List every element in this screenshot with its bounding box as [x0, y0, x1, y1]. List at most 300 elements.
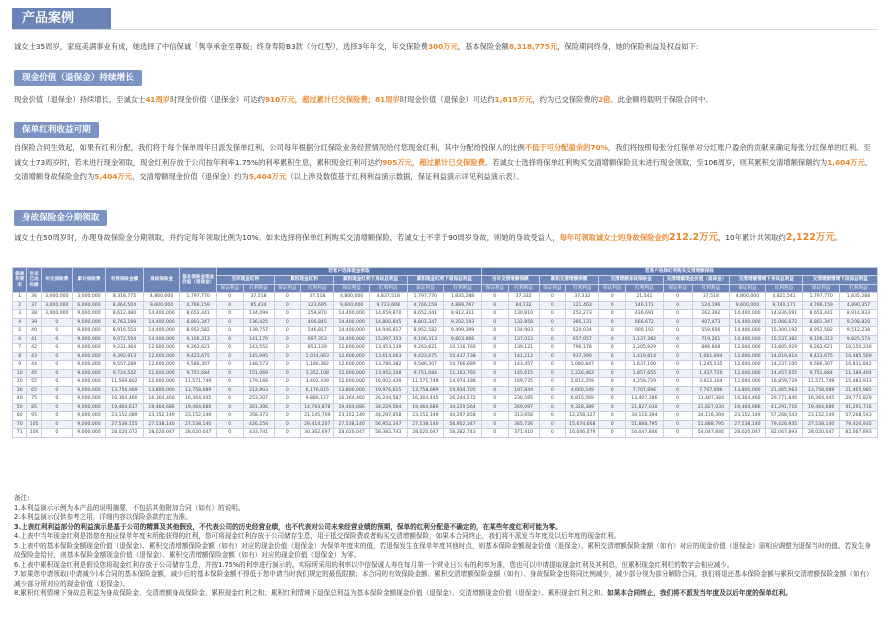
table-cell: 9,751,684	[180, 369, 217, 378]
text: ，交清增额身故保险金约为	[14, 157, 873, 181]
table-cell: 9,208,820	[839, 318, 877, 327]
highlight: 每年可领取诚女士的身故保险金约	[559, 233, 670, 242]
table-cell: 58,382,743	[444, 429, 482, 438]
table-cell: 16,364,460	[730, 395, 765, 404]
table-cell: 9,751,684	[407, 369, 444, 378]
table-cell: 0	[539, 301, 566, 310]
table-cell: 57,268,543	[765, 412, 803, 421]
table-cell: 9,880,127	[301, 395, 334, 404]
table-cell: 0	[41, 327, 72, 336]
table-cell: 13,800,000	[334, 386, 369, 395]
table-cell: 12,600,000	[334, 352, 369, 361]
table-cell: 4,660,549	[566, 386, 599, 395]
table-cell: 9,106,313	[803, 335, 840, 344]
th-leaf: 保证利益	[803, 284, 840, 292]
th-leaf: 保证利益	[274, 284, 301, 292]
table-cell: 0	[274, 335, 301, 344]
table-cell: 0	[274, 327, 301, 336]
table-cell: 0	[663, 361, 692, 370]
table-cell: 169,735	[508, 378, 539, 387]
table-cell: 433,741	[243, 429, 274, 438]
table-cell: 0	[274, 293, 301, 302]
intro-text-mid: ，基本保险金额	[457, 42, 509, 51]
table-cell: 0	[539, 386, 566, 395]
table-cell: 58,382,743	[369, 429, 407, 438]
table-cell: 45	[27, 369, 41, 378]
table-cell: 0	[274, 310, 301, 319]
highlight: 41周岁	[145, 95, 171, 104]
dividend-paragraph	[14, 141, 876, 185]
table-cell: 12,600,000	[730, 344, 765, 353]
table-cell: 21,827,030	[626, 403, 664, 412]
table-cell: 0	[216, 378, 243, 387]
table-cell: 4,890,357	[839, 301, 877, 310]
table-cell: 9,000,000	[72, 403, 105, 412]
th-age: 年末已达年龄	[27, 268, 41, 293]
table-cell: 79,426,935	[839, 420, 877, 429]
intro-paragraph	[14, 40, 876, 55]
table-cell: 0	[481, 395, 508, 404]
table-cell: 0	[481, 386, 508, 395]
note-text-bold: 如果本合同终止，我们将不派发当年度及以后年度的保单红利。	[607, 589, 792, 597]
table-cell: 8,914,833	[839, 310, 877, 319]
table-cell: 9,825,574	[839, 335, 877, 344]
table-cell: 385,131	[566, 318, 599, 327]
table-cell: 0	[599, 412, 626, 421]
table-cell: 0	[599, 344, 626, 353]
table-cell: 10,831,842	[839, 361, 877, 370]
table-cell: 10	[13, 369, 27, 378]
table-cell: 60	[13, 412, 27, 421]
th-leaf: 红利利益	[626, 284, 664, 292]
table-cell: 9,803,666	[444, 335, 482, 344]
table-cell: 19,464,686	[143, 403, 180, 412]
table-cell: 28,020,047	[730, 429, 765, 438]
table-cell: 0	[599, 386, 626, 395]
th-leaf: 红利利益	[243, 284, 274, 292]
highlight: 2,122万元	[785, 232, 835, 243]
table-cell: 0	[41, 429, 72, 438]
table-cell: 0	[216, 327, 243, 336]
table-cell: 9,231,364	[106, 344, 144, 353]
table-cell: 0	[41, 318, 72, 327]
table-cell: 39	[27, 318, 41, 327]
table-cell: 520,034	[566, 327, 599, 336]
note-line: 5.上表中的基本保险金额现金价值（退保金）、累积交清增额保险金额（如有）对应的现金价值（退保金）为保单年度末的值，若退保发生在保单年度其他时点，则基本保险金额现金价值（退保金）、累积交清增额保险金额（如有）对应的现金价值（退保金）需相应调整为退保当时的值。若发生身故保险金给付，则基本保险金额现金价值（退保金）、累积交清增额保险金额（如有）对应的现金价值（退保金）为零。	[14, 541, 871, 559]
th-leaf: 红利利益	[839, 284, 877, 292]
table-cell: 886,608	[692, 344, 730, 353]
table-cell: 0	[663, 335, 692, 344]
notes	[14, 494, 876, 599]
table-cell: 0	[599, 420, 626, 429]
text: ，我们将按照每张分红保单对分红账户盈余的贡献来确定每张分红保单的红利。至诚女士73周岁时，若未进行现金领取，现金红利存放于公司按年利率1.75%的利率累积生息，累积现金红利可达约	[14, 143, 871, 167]
table-cell: 0	[274, 361, 301, 370]
table-cell: 14,400,000	[143, 335, 180, 344]
note-line: 备注:	[14, 494, 30, 502]
table-cell: 106	[27, 429, 41, 438]
intro-text-end: ，保险期间终身，她的保险利益及权益如下:	[557, 42, 699, 51]
table-cell: 16,364,445	[803, 395, 840, 404]
table-cell: 28,020,072	[106, 429, 144, 438]
table-cell: 8,952,582	[803, 327, 840, 336]
table-cell: 0	[481, 301, 508, 310]
table-cell: 19,464,686	[803, 403, 840, 412]
table-cell: 1,797,770	[803, 293, 840, 302]
highlight: 5,404万元	[248, 172, 287, 181]
table-cell: 12,600,000	[730, 369, 765, 378]
table-cell: 9,000,000	[72, 395, 105, 404]
cash-value-badge: 现金价值（退保金）持续增长	[14, 70, 142, 86]
table-cell: 9,600,000	[334, 301, 369, 310]
table-cell: 9,000,000	[72, 335, 105, 344]
table-cell: 0	[216, 429, 243, 438]
table-cell: 9,586,307	[803, 361, 840, 370]
table-cell: 0	[599, 293, 626, 302]
table-cell: 19,464,617	[106, 403, 144, 412]
table-row	[13, 344, 878, 353]
table-cell: 14,659,870	[369, 310, 407, 319]
note-text: 8.累积红利情境下身故总利益为身故保险金、交清增额身故保险金、累积现金红利之和；累积红利情境下退保总利益为基本保险金额现金价值（退保金）、交清增额现金价值（退保金）、累积现金红利之和。	[14, 589, 608, 597]
table-cell: 0	[539, 335, 566, 344]
table-cell: 0	[663, 369, 692, 378]
table-cell: 19,464,686	[730, 403, 765, 412]
table-cell: 12,600,000	[730, 352, 765, 361]
table-cell: 27,538,140	[143, 420, 180, 429]
note-line: 7.如果您申请领取(申请减少)本合同的基本保险金额，减少后的基本保险金额不得低于您申请当时我们规定的最低限额；本合同的有效保险金额、累积交清增额保险金额（如有）、身故保险金也将同比例减少，减少部分视为部分解除合同，我们将退还基本保险金额与累积交清增额保险金额（如有）减少部分所对应的现金价值（退保金）。	[14, 570, 873, 588]
table-cell: 30	[13, 386, 27, 395]
table-cell: 1,797,770	[407, 293, 444, 302]
th-sub: 当年现金红利	[216, 276, 274, 284]
table-cell: 134,099	[243, 310, 274, 319]
table-cell: 141,212	[508, 352, 539, 361]
table-cell: 0	[539, 369, 566, 378]
table-cell: 15,066,672	[765, 318, 803, 327]
table-cell: 259,870	[301, 310, 334, 319]
table-cell: 0	[41, 412, 72, 421]
table-cell: 9,000,000	[72, 386, 105, 395]
text: 诚女士在50周岁时，办理身故保险金分期领取，并约定每年领取比例为10%。如未选择将保单红利购买交清增额保险，若诚女士不幸于90周岁身故，则她的身故受益人，	[14, 233, 560, 242]
table-cell: 0	[481, 429, 508, 438]
table-cell: 14,400,000	[730, 318, 765, 327]
table-cell: 8,652,441	[803, 310, 840, 319]
table-cell: 16,859,729	[765, 378, 803, 387]
table-cell: 15,097,353	[369, 335, 407, 344]
table-cell: 0	[599, 395, 626, 404]
table-cell: 13,800,000	[730, 386, 765, 395]
table-cell: 14,457,655	[765, 369, 803, 378]
th-death-benefit: 身故保险金	[143, 268, 180, 293]
table-cell: 12,600,000	[143, 352, 180, 361]
table-cell: 0	[599, 301, 626, 310]
table-cell: 9,000,000	[72, 412, 105, 421]
th-leaf: 红利利益	[765, 284, 803, 292]
highlight: 1,604万元	[827, 157, 865, 167]
th-leaf: 红利利益	[692, 284, 730, 292]
table-cell: 8,652,441	[180, 310, 217, 319]
table-cell: 0	[539, 378, 566, 387]
table-cell: 9,202,193	[444, 318, 482, 327]
th-leaf: 保证利益	[407, 284, 444, 292]
table-cell: 71	[13, 429, 27, 438]
table-cell: 11,571,749	[803, 378, 840, 387]
table-cell: 12,600,000	[730, 378, 765, 387]
table-cell: 0	[663, 420, 692, 429]
table-cell: 13,952,108	[369, 369, 407, 378]
table-cell: 1	[13, 293, 27, 302]
table-cell: 0	[274, 386, 301, 395]
table-cell: 12,258,327	[566, 412, 599, 421]
table-cell: 143,457	[508, 361, 539, 370]
table-row	[13, 412, 878, 421]
highlight: 910万元	[264, 95, 295, 104]
table-cell: 8	[13, 352, 27, 361]
table-cell: 0	[274, 420, 301, 429]
table-cell: 9,600,000	[143, 301, 180, 310]
table-cell: 0	[274, 318, 301, 327]
table-cell: 253,307	[243, 395, 274, 404]
table-cell: 0	[663, 403, 692, 412]
table-cell: 19,934,705	[444, 386, 482, 395]
table-cell: 27,538,140	[803, 420, 840, 429]
table-cell: 0	[663, 344, 692, 353]
text: 时现金价值（退保金）可达约	[399, 95, 495, 104]
table-cell: 37,518	[243, 293, 274, 302]
table-cell: 0	[599, 352, 626, 361]
table-cell: 40	[13, 395, 27, 404]
table-cell: 57,268,543	[839, 412, 877, 421]
table-cell: 13,758,089	[407, 386, 444, 395]
table-cell: 50	[13, 403, 27, 412]
table-cell: 13,800,000	[143, 386, 180, 395]
table-cell: 559,656	[692, 327, 730, 336]
table-cell: 407,473	[692, 318, 730, 327]
premium-value: 300万元	[427, 42, 458, 51]
table-cell: 14,946,817	[369, 327, 407, 336]
table-cell: 51,888,795	[692, 420, 730, 429]
table-cell: 3,912,164	[692, 378, 730, 387]
table-cell: 937,390	[566, 352, 599, 361]
text: （以上涉及数值基于红利利益演示数据，保证利益演示详见利益演示表）。	[286, 172, 524, 181]
table-cell: 0	[216, 293, 243, 302]
table-cell: 134,903	[508, 327, 539, 336]
table-cell: 0	[274, 369, 301, 378]
table-cell: 4,259,729	[626, 378, 664, 387]
table-cell: 15,300,192	[765, 327, 803, 336]
title-divider	[12, 29, 878, 30]
table-cell: 0	[481, 378, 508, 387]
table-cell: 15,674,668	[566, 420, 599, 429]
table-cell: 0	[216, 318, 243, 327]
table-cell: 8,763,199	[106, 318, 144, 327]
table-cell: 0	[663, 378, 692, 387]
table-cell: 0	[539, 361, 566, 370]
intro-text: 诚女士35周岁，家庭美满事业有成，她选择了中信保诚「隽享承金至尊版」终身寿险B3款（分红型），选择3年年交，年交保险费	[14, 42, 428, 51]
table-cell: 9,000,000	[72, 318, 105, 327]
table-cell: 13,805,929	[765, 344, 803, 353]
table-row	[13, 293, 878, 302]
table-cell: 11,189,404	[839, 369, 877, 378]
table-cell: 7	[13, 344, 27, 353]
table-cell: 9,423,675	[180, 352, 217, 361]
table-cell: 44,297,858	[369, 412, 407, 421]
table-cell: 4,800,000	[334, 293, 369, 302]
text: 现金价值（退保金）持续增长，至诚女士	[14, 95, 146, 104]
table-cell: 7,707,896	[626, 386, 664, 395]
table-cell: 0	[599, 318, 626, 327]
table-row	[13, 378, 878, 387]
table-cell: 0	[481, 293, 508, 302]
table-cell: 123,695	[301, 301, 334, 310]
table-cell: 313,658	[508, 412, 539, 421]
th-group-paidup: 若客户选择红利购买交清增额保险	[481, 268, 877, 276]
table-cell: 27,538,155	[106, 420, 144, 429]
table-cell: 9,000,000	[72, 327, 105, 336]
th-total-premium: 累计保险费	[72, 268, 105, 293]
table-cell: 27,538,140	[334, 420, 369, 429]
table-cell: 252,273	[566, 310, 599, 319]
table-cell: 9,586,307	[407, 361, 444, 370]
table-cell: 139,121	[508, 344, 539, 353]
table-cell: 148,573	[243, 361, 274, 370]
text: 。	[834, 233, 843, 242]
benefit-table	[12, 267, 878, 438]
table-cell: 4,821,541	[765, 293, 803, 302]
table-cell: 0	[539, 395, 566, 404]
table-cell: 15,537,382	[765, 335, 803, 344]
table-cell: 9,751,684	[803, 369, 840, 378]
table-cell: 9,263,621	[407, 344, 444, 353]
table-cell: 13,780,382	[369, 361, 407, 370]
table-cell: 27,538,140	[407, 420, 444, 429]
table-cell: 9,586,307	[180, 361, 217, 370]
note-line: 2.本利益演示仅供参考之用，详细内容以保险条款约定为准。	[14, 513, 192, 521]
table-cell: 12,600,000	[334, 369, 369, 378]
th-sub: 累积现金红利下退保总利益	[407, 276, 481, 284]
table-cell: 9,106,313	[407, 335, 444, 344]
table-cell: 10,437,738	[444, 352, 482, 361]
table-cell: 21,145,709	[301, 412, 334, 421]
table-cell: 9,499,399	[444, 327, 482, 336]
table-cell: 13,614,063	[369, 352, 407, 361]
table-cell: 900,192	[626, 327, 664, 336]
table-row	[13, 301, 878, 310]
table-cell: 14,974,188	[444, 378, 482, 387]
table-cell: 0	[216, 403, 243, 412]
th-sub: 当年交清增额保额	[481, 276, 539, 284]
table-cell: 4,889,767	[444, 301, 482, 310]
table-cell: 12,600,000	[143, 369, 180, 378]
table-cell: 9,106,313	[180, 335, 217, 344]
highlight: 212.2万元	[669, 232, 719, 243]
table-cell: 0	[41, 395, 72, 404]
table-cell: 0	[599, 361, 626, 370]
text: 。若诚女士选择将保单红利购买交清增额保险且未进行现金领取，至106周岁，则其累积交清增额保额约为	[484, 157, 828, 167]
table-cell: 0	[663, 327, 692, 336]
table-cell: 697,353	[301, 335, 334, 344]
table-cell: 0	[539, 352, 566, 361]
table-cell: 3,000,000	[72, 293, 105, 302]
th-leaf: 红利利益	[444, 284, 482, 292]
table-cell: 14,400,000	[730, 310, 765, 319]
table-cell: 27,538,140	[180, 420, 217, 429]
table-cell: 4,766,159	[407, 301, 444, 310]
table-cell: 0	[274, 395, 301, 404]
table-row	[13, 369, 878, 378]
table-cell: 10,116,760	[444, 344, 482, 353]
table-cell: 4	[13, 318, 27, 327]
table-cell: 14,400,000	[334, 310, 369, 319]
table-cell: 0	[663, 301, 692, 310]
table-cell: 55	[27, 378, 41, 387]
table-cell: 9	[13, 361, 27, 370]
table-cell: 132,858	[508, 318, 539, 327]
table-cell: 0	[41, 335, 72, 344]
table-cell: 145,615	[508, 369, 539, 378]
table-cell: 9,557,289	[106, 361, 144, 370]
note-line: 1.本利益演示示例为本产品的说明摘要，不包括其他附加合同（如有）的说明。	[14, 503, 245, 512]
table-cell: 130,810	[508, 310, 539, 319]
table-cell: 54,047,846	[626, 429, 664, 438]
table-cell: 1,352,108	[301, 369, 334, 378]
table-cell: 56,952,347	[369, 420, 407, 429]
table-cell: 13,758,089	[803, 386, 840, 395]
table-cell: 0	[481, 420, 508, 429]
table-cell: 7,707,896	[692, 386, 730, 395]
table-cell: 1,835,288	[444, 293, 482, 302]
table-cell: 0	[216, 395, 243, 404]
table-cell: 21,541	[626, 293, 664, 302]
table-cell: 16,364,445	[407, 395, 444, 404]
table-cell: 371,410	[508, 429, 539, 438]
table-cell: 121,463	[566, 301, 599, 310]
th-annual-premium: 年交保险费	[41, 268, 72, 293]
table-cell: 16,002,439	[369, 378, 407, 387]
table-cell: 44	[27, 361, 41, 370]
table-cell: 82,067,893	[839, 429, 877, 438]
table-row	[13, 352, 878, 361]
table-cell: 14,400,000	[730, 335, 765, 344]
table-row	[13, 318, 878, 327]
table-cell: 29,771,829	[839, 395, 877, 404]
table-cell: 6,176,615	[301, 386, 334, 395]
text: 自保险合同生效起，如果有红利分配，我们将于每个保单周年日派发保单红利，公司每年根据分红保险业务经营情况给付您现金红利，其中分配给投保人的比例	[14, 143, 525, 152]
table-cell: 124,196	[692, 301, 730, 310]
table-cell: 1,080,847	[566, 361, 599, 370]
table-cell: 0	[663, 293, 692, 302]
table-cell: 2,812,359	[566, 378, 599, 387]
table-cell: 12,600,000	[334, 378, 369, 387]
table-cell: 30,362,697	[301, 429, 334, 438]
table-cell: 16,046,079	[566, 429, 599, 438]
table-cell: 1,226,462	[566, 369, 599, 378]
table-cell: 0	[274, 403, 301, 412]
table-cell: 0	[539, 293, 566, 302]
table-cell: 0	[663, 395, 692, 404]
table-cell: 70	[13, 420, 27, 429]
table-cell: 11,571,749	[180, 378, 217, 387]
table-cell: 0	[599, 327, 626, 336]
table-cell: 11,103,792	[444, 369, 482, 378]
table-cell: 151,069	[243, 369, 274, 378]
table-cell: 9,263,621	[803, 344, 840, 353]
table-row	[13, 403, 878, 412]
table-cell: 16,364,460	[106, 395, 144, 404]
highlight: 81周岁	[375, 95, 400, 104]
table-cell: 14,400,000	[143, 327, 180, 336]
table-cell: 12,600,000	[334, 361, 369, 370]
text: 时现金价值（退保金）可达约	[170, 95, 265, 104]
table-cell: 1,637,100	[626, 361, 664, 370]
